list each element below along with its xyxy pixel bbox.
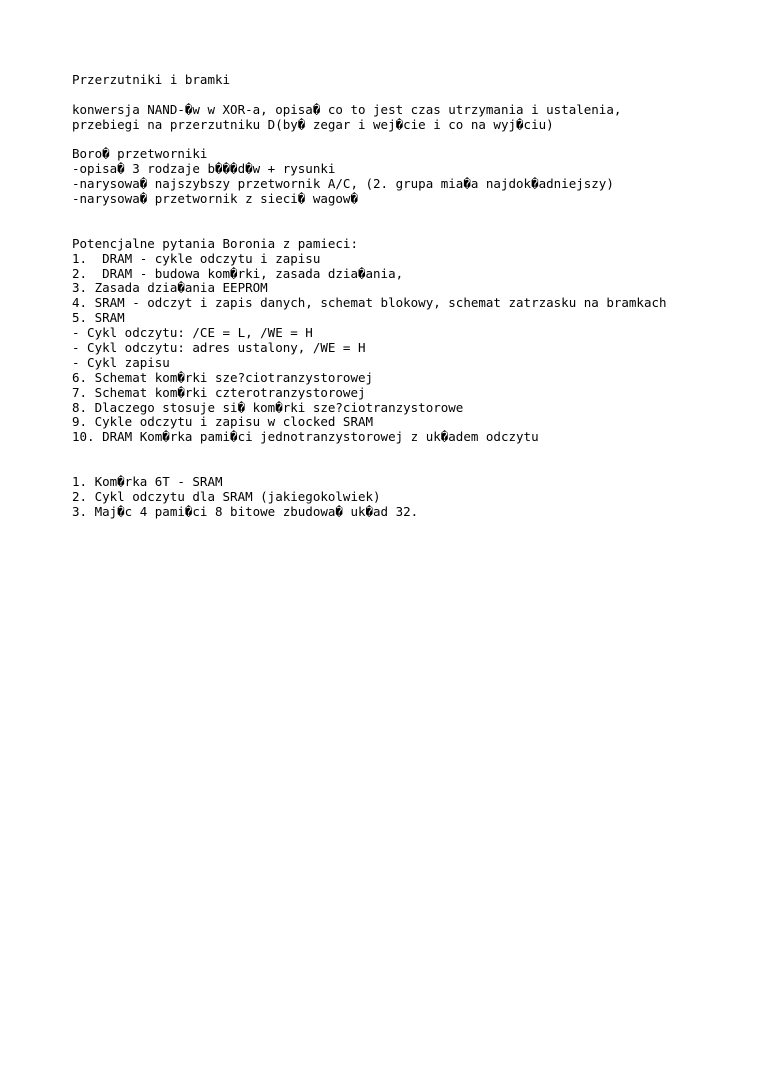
blank-line	[72, 133, 752, 148]
list-item: 10. DRAM Kom�rka pami�ci jednotranzystorowej z uk�adem odczytu	[72, 429, 539, 445]
blank-line	[72, 207, 752, 222]
heading-memory-questions: Potencjalne pytania Boronia z pamieci:	[72, 235, 358, 251]
list-item: 2. Cykl odczytu dla SRAM (jakiegokolwiek)	[72, 488, 381, 504]
text-line: konwersja NAND-�w w XOR-a, opisa� co to jest czas utrzymania i ustalenia,	[72, 101, 622, 117]
list-item: 4. SRAM - odczyt i zapis danych, schemat blokowy, schemat zatrzasku na bramkach	[72, 295, 667, 311]
document-text	[72, 73, 752, 520]
list-subitem: - Cykl odczytu: /CE = L, /WE = H	[72, 325, 313, 341]
list-item: 3. Maj�c 4 pami�ci 8 bitowe zbudowa� uk�ad 32.	[72, 503, 419, 519]
heading-flipflops: Przerzutniki i bramki	[72, 72, 231, 87]
text-line: -narysowa� przetwornik z sieci� wagow�	[72, 191, 358, 207]
blank-line	[72, 445, 752, 460]
list-item: 8. Dlaczego stosuje si� kom�rki sze?ciotranzystorowe	[72, 399, 464, 415]
list-subitem: - Cykl odczytu: adres ustalony, /WE = H	[72, 340, 366, 356]
list-item: 7. Schemat kom�rki czterotranzystorowej	[72, 384, 366, 400]
list-item: 1. DRAM - cykle odczytu i zapisu	[72, 250, 321, 266]
text-line: -opisa� 3 rodzaje b���d�w + rysunki	[72, 161, 336, 177]
list-item: 6. Schemat kom�rki sze?ciotranzystorowej	[72, 369, 374, 385]
list-subitem: - Cykl zapisu	[72, 354, 170, 370]
list-item: 2. DRAM - budowa kom�rki, zasada dzia�ania,	[72, 265, 404, 281]
text-line: -narysowa� najszybszy przetwornik A/C, (2. grupa mia�a najdok�adniejszy)	[72, 176, 614, 192]
heading-converters: Boro� przetworniki	[72, 146, 208, 162]
text-line: przebiegi na przerzutniku D(by� zegar i wej�cie i co na wyj�ciu)	[72, 116, 554, 132]
list-item: 3. Zasada dzia�ania EEPROM	[72, 280, 268, 296]
blank-line	[72, 222, 752, 237]
blank-line	[72, 88, 752, 103]
list-item: 9. Cykle odczytu i zapisu w clocked SRAM	[72, 414, 374, 430]
list-item: 5. SRAM	[72, 310, 125, 326]
list-item: 1. Kom�rka 6T - SRAM	[72, 474, 223, 490]
blank-line	[72, 460, 752, 475]
